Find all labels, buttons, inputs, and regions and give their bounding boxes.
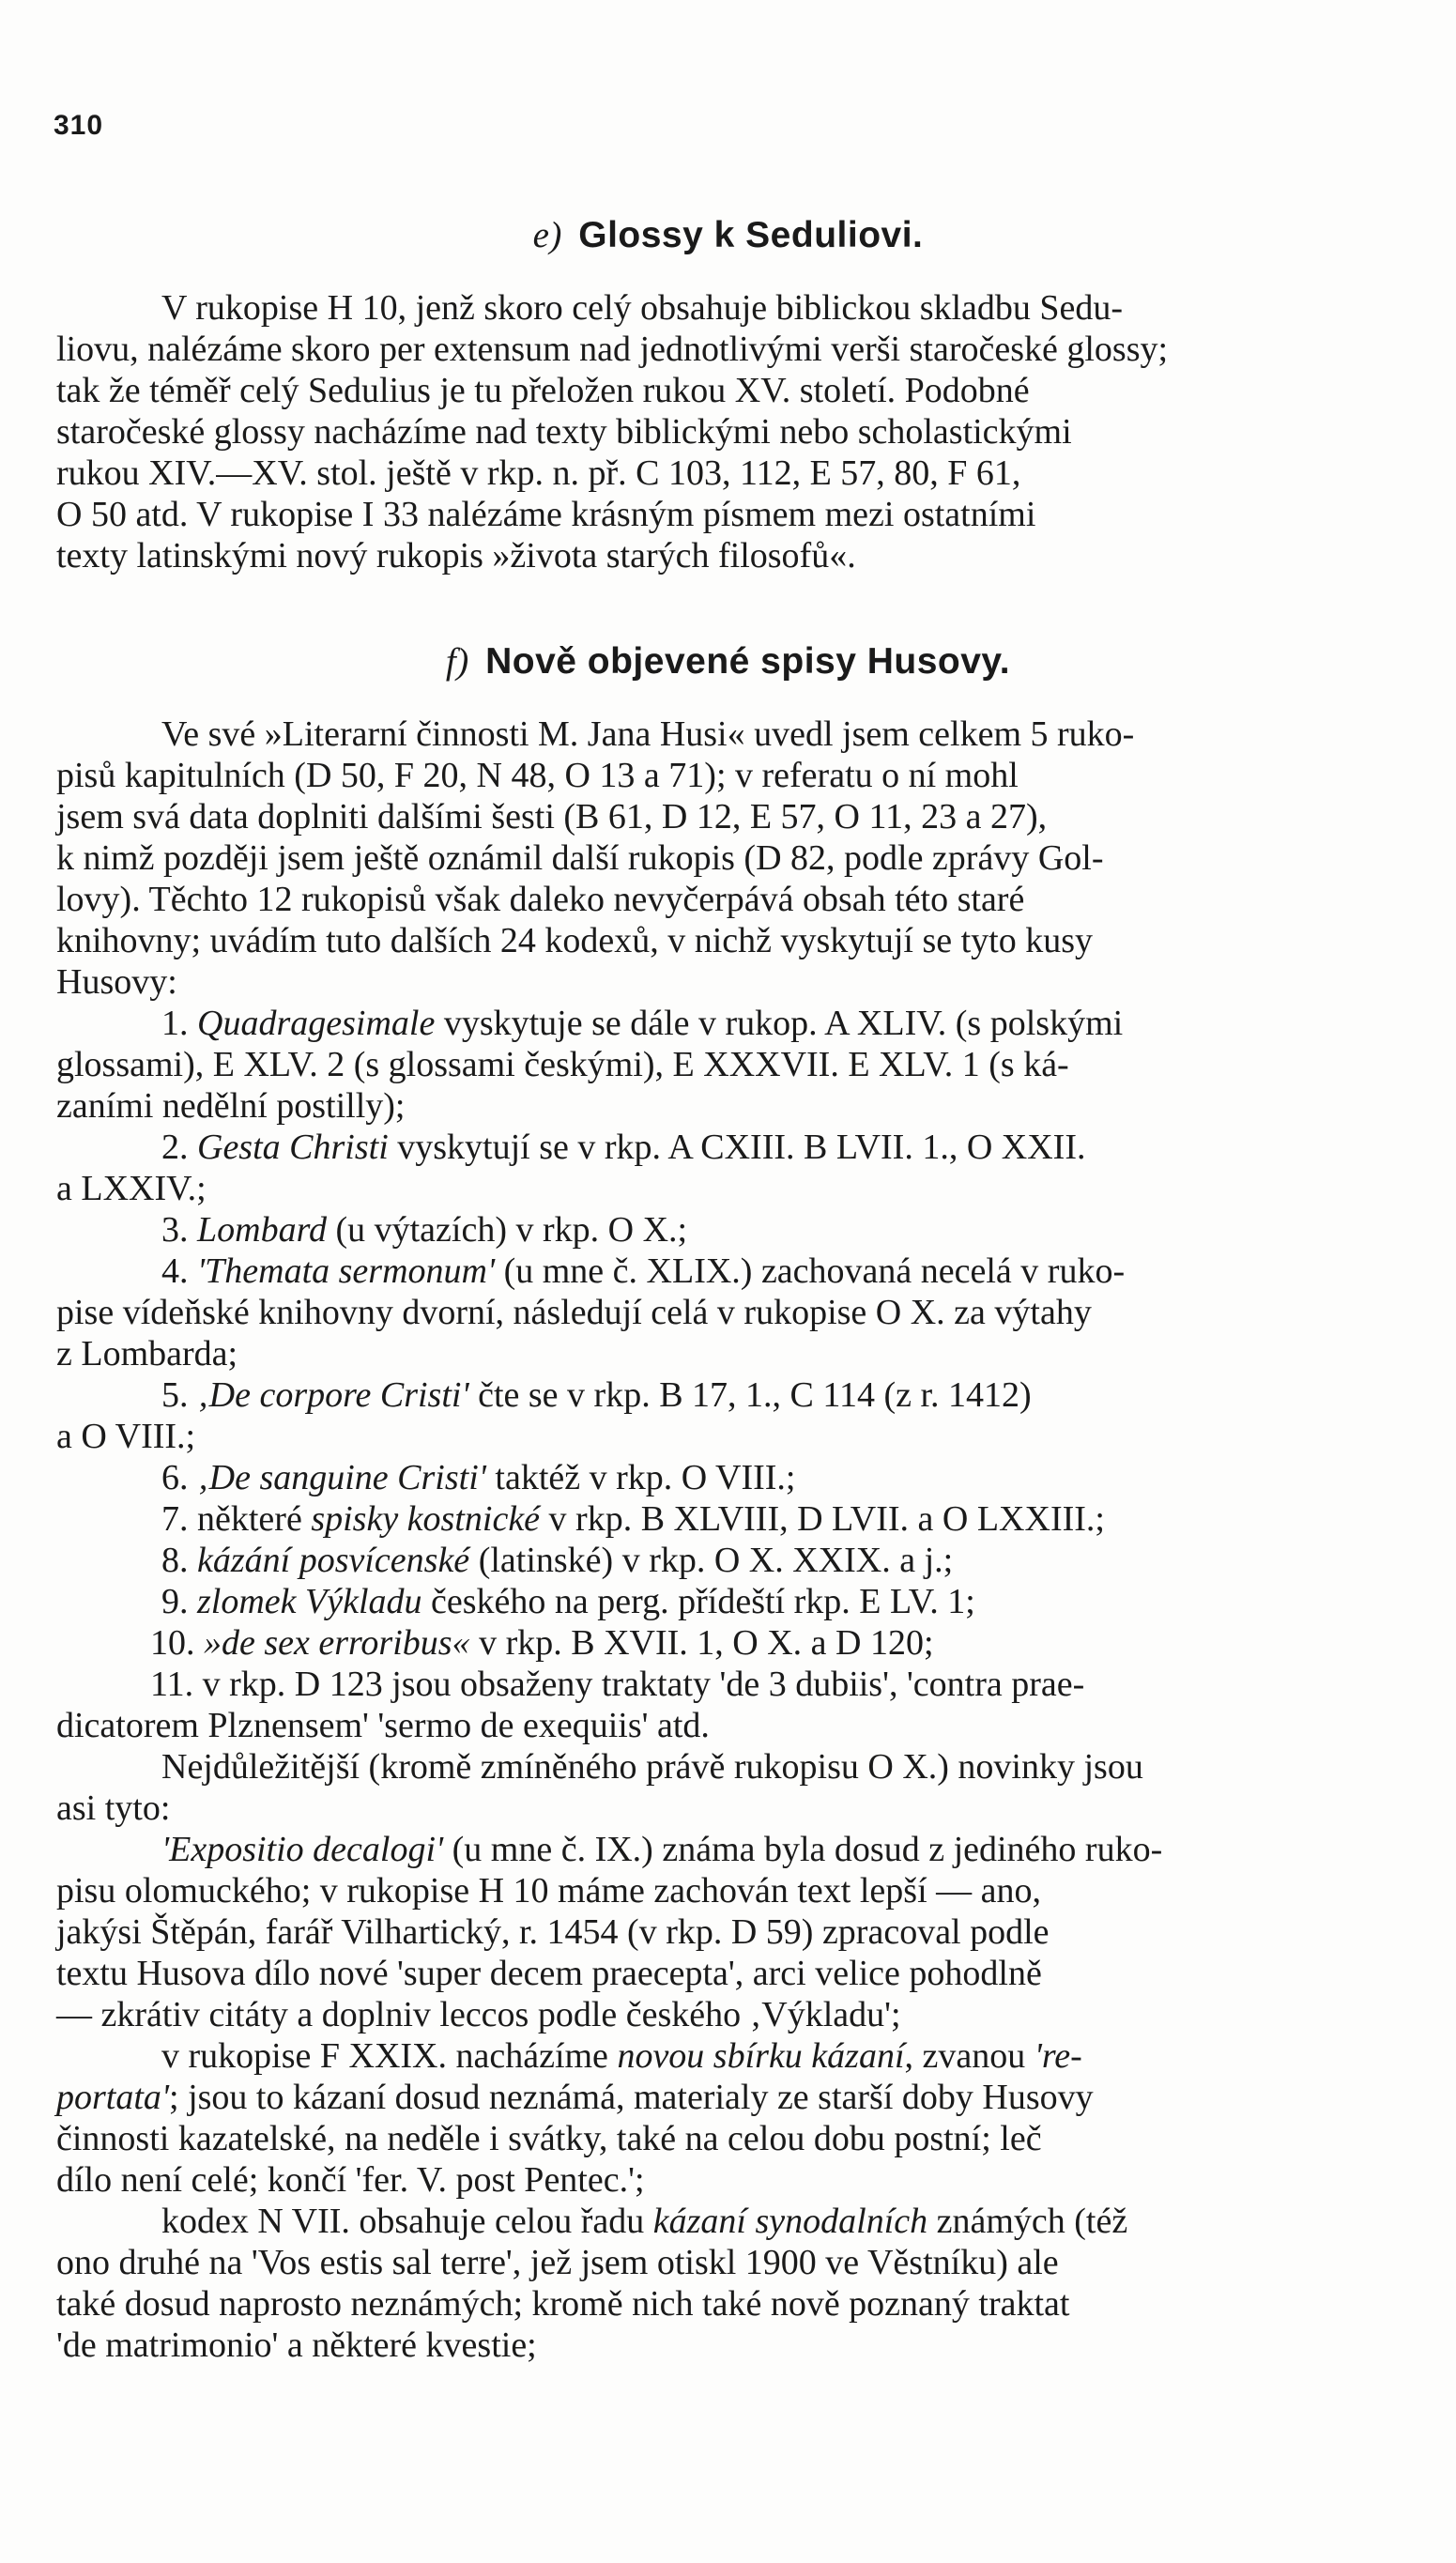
item-number: 11. <box>150 1665 194 1704</box>
item-text: v rukopise F XXIX. nacházíme <box>161 2036 618 2076</box>
list-item <box>56 1622 1416 1664</box>
item-text: taktéž v rkp. O VIII.; <box>485 1458 796 1497</box>
item-number: 9. <box>161 1582 189 1621</box>
text-line: a O VIII.; <box>56 1417 196 1456</box>
item-text: v rkp. B XVII. 1, O X. a D 120; <box>469 1623 934 1663</box>
item-text: čte se v rkp. B 17, 1., C 114 (z r. 1412) <box>468 1375 1032 1415</box>
text-line: jsem svá data doplniti dalšími šesti (B 61, D 12, E 57, O 11, 23 a 27), <box>56 797 1048 836</box>
text-line: a LXXIV.; <box>56 1169 207 1208</box>
text-line: knihovny; uvádím tuto dalších 24 kodexů, v nichž vyskytují se tyto kusy <box>56 921 1094 960</box>
section-f-title: Nově objevené spisy Husovy. <box>485 641 1011 682</box>
list-item <box>56 1664 1416 1705</box>
item-text: kodex N VII. obsahuje celou řadu <box>161 2202 653 2241</box>
item-text: (u mne č. IX.) známa byla dosud z jediného ruko- <box>443 1830 1163 1869</box>
item-text: známých (též <box>927 2202 1128 2241</box>
text-line: z Lombarda; <box>56 1334 238 1374</box>
item-number: 10. <box>150 1623 195 1663</box>
item-text: vyskytuje se dále v rukop. A XLIV. (s polskými <box>435 1004 1124 1043</box>
item-text: v rkp. B XLVIII, D LVII. a O LXXIII.; <box>540 1499 1105 1539</box>
text-line: pisu olomuckého; v rukopise H 10 máme zachován text lepší — ano, <box>56 1871 1041 1911</box>
item-title: Gesta Christi <box>197 1128 389 1167</box>
text-line: k nimž později jsem ještě oznámil další rukopis (D 82, podle zprávy Gol- <box>56 838 1104 878</box>
list-item <box>56 1251 1416 1292</box>
reportata-term: 're- <box>1034 2036 1082 2076</box>
text-line: 'de matrimonio' a některé kvestie; <box>56 2325 537 2365</box>
section-f-letter: f) <box>445 641 469 682</box>
item-text: českého na perg. přídeští rkp. E LV. 1; <box>421 1582 975 1621</box>
expositio-title: 'Expositio decalogi' <box>161 1830 444 1869</box>
item-title: spisky kostnické <box>311 1499 541 1539</box>
reportata-title: novou sbírku kázaní <box>617 2036 905 2076</box>
text-line: činnosti kazatelské, na neděle i svátky, také na celou dobu postní; leč <box>56 2119 1042 2158</box>
text-line: rukou XIV.—XV. stol. ještě v rkp. n. př. C 103, 112, E 57, 80, F 61, <box>56 453 1021 493</box>
section-e-letter: e) <box>532 215 562 255</box>
text-line <box>56 2077 1416 2118</box>
list-item <box>56 1457 1416 1498</box>
item-text: vyskytují se v rkp. A CXIII. B LVII. 1., O XXII. <box>388 1128 1086 1167</box>
section-f-body <box>56 714 1416 2366</box>
item-text: (latinské) v rkp. O X. XXIX. a j.; <box>469 1541 954 1580</box>
text-line: — zkrátiv citáty a doplniv leccos podle českého ‚Výkladu'; <box>56 1995 901 2034</box>
list-item <box>56 1003 1416 1044</box>
text-line: pise vídeňské knihovny dvorní, následují celá v rukopise O X. za výtahy <box>56 1293 1092 1332</box>
text-line: zaními nedělní postilly); <box>56 1086 406 1126</box>
text-line: ono druhé na 'Vos estis sal terre', jež jsem otiskl 1900 ve Věstníku) ale <box>56 2243 1059 2282</box>
item-number: 5. <box>161 1375 189 1415</box>
kodex-title: kázaní synodalních <box>652 2202 928 2241</box>
list-item <box>56 1374 1416 1416</box>
paragraph-first-line <box>56 2201 1416 2242</box>
text-line: textu Husova dílo nové 'super decem praecepta', arci velice pohodlně <box>56 1954 1042 1993</box>
text-line: také dosud naprosto neznámých; kromě nich také nově poznaný traktat <box>56 2284 1070 2324</box>
text-line: glossami), E XLV. 2 (s glossami českými), E XXXVII. E XLV. 1 (s ká- <box>56 1045 1069 1084</box>
item-title: ‚De corpore Cristi' <box>197 1375 469 1415</box>
text-line: Husovy: <box>56 962 177 1002</box>
section-e-paragraph <box>56 287 1416 576</box>
item-text: (u výtazích) v rkp. O X.; <box>326 1210 688 1250</box>
item-number: 3. <box>161 1210 189 1250</box>
item-title: Quadragesimale <box>197 1004 436 1043</box>
paragraph-first-line <box>56 1829 1416 1870</box>
paragraph-first-line <box>56 2035 1416 2077</box>
text-line: lovy). Těchto 12 rukopisů však daleko nevyčerpává obsah této staré <box>56 880 1025 919</box>
reportata-term-end: portata' <box>56 2078 170 2117</box>
item-text: některé <box>188 1499 312 1539</box>
text-line: Nejdůležitější (kromě zmíněného právě rukopisu O X.) novinky jsou <box>161 1747 1143 1787</box>
text-line: Ve své »Literarní činnosti M. Jana Husi« uvedl jsem celkem 5 ruko- <box>161 714 1135 754</box>
text-line: liovu, nalézáme skoro per extensum nad jednotlivými verši staročeské glossy; <box>56 330 1169 369</box>
list-item <box>56 1127 1416 1168</box>
text-line: staročeské glossy nacházíme nad texty biblickými nebo scholastickými <box>56 412 1072 452</box>
item-title: 'Themata sermonum' <box>197 1251 496 1291</box>
section-e-title: Glossy k Seduliovi. <box>578 215 924 255</box>
item-number: 4. <box>161 1251 189 1291</box>
text-line: V rukopise H 10, jenž skoro celý obsahuje biblickou skladbu Sedu- <box>161 288 1124 328</box>
section-e-heading <box>0 214 1456 256</box>
list-item <box>56 1540 1416 1581</box>
section-f-heading <box>0 640 1456 683</box>
text-line: tak že téměř celý Sedulius je tu přeložen rukou XV. století. Podobné <box>56 371 1030 410</box>
list-item <box>56 1498 1416 1540</box>
item-text: v rkp. D 123 jsou obsaženy traktaty 'de 3 dubiis', 'contra prae- <box>193 1665 1085 1704</box>
item-title: »de sex erroribus« <box>204 1623 470 1663</box>
item-number: 2. <box>161 1128 189 1167</box>
page-number: 310 <box>54 110 104 141</box>
item-title: zlomek Výkladu <box>197 1582 422 1621</box>
item-text: ; jsou to kázaní dosud neznámá, materialy ze starší doby Husovy <box>169 2078 1094 2117</box>
item-title: ‚De sanguine Cristi' <box>197 1458 486 1497</box>
item-title: kázání posvícenské <box>197 1541 470 1580</box>
text-line: dicatorem Plznensem' 'sermo de exequiis' atd. <box>56 1706 710 1745</box>
text-line: asi tyto: <box>56 1788 171 1828</box>
text-line: jakýsi Štěpán, farář Vilhartický, r. 1454 (v rkp. D 59) zpracoval podle <box>56 1912 1050 1952</box>
text-line: dílo není celé; končí 'fer. V. post Pentec.'; <box>56 2160 645 2200</box>
item-number: 1. <box>161 1004 189 1043</box>
text-line: texty latinskými nový rukopis »života starých filosofů«. <box>56 536 856 576</box>
list-item <box>56 1209 1416 1251</box>
item-text: , zvanou <box>904 2036 1035 2076</box>
text-line: pisů kapitulních (D 50, F 20, N 48, O 13 a 71); v referatu o ní mohl <box>56 756 1019 795</box>
item-text: (u mne č. XLIX.) zachovaná necelá v ruko- <box>495 1251 1126 1291</box>
item-number: 6. <box>161 1458 189 1497</box>
list-item <box>56 1581 1416 1622</box>
item-title: Lombard <box>197 1210 327 1250</box>
item-number: 7. <box>161 1499 189 1539</box>
text-line: O 50 atd. V rukopise I 33 nalézáme krásným písmem mezi ostatními <box>56 495 1036 534</box>
item-number: 8. <box>161 1541 189 1580</box>
